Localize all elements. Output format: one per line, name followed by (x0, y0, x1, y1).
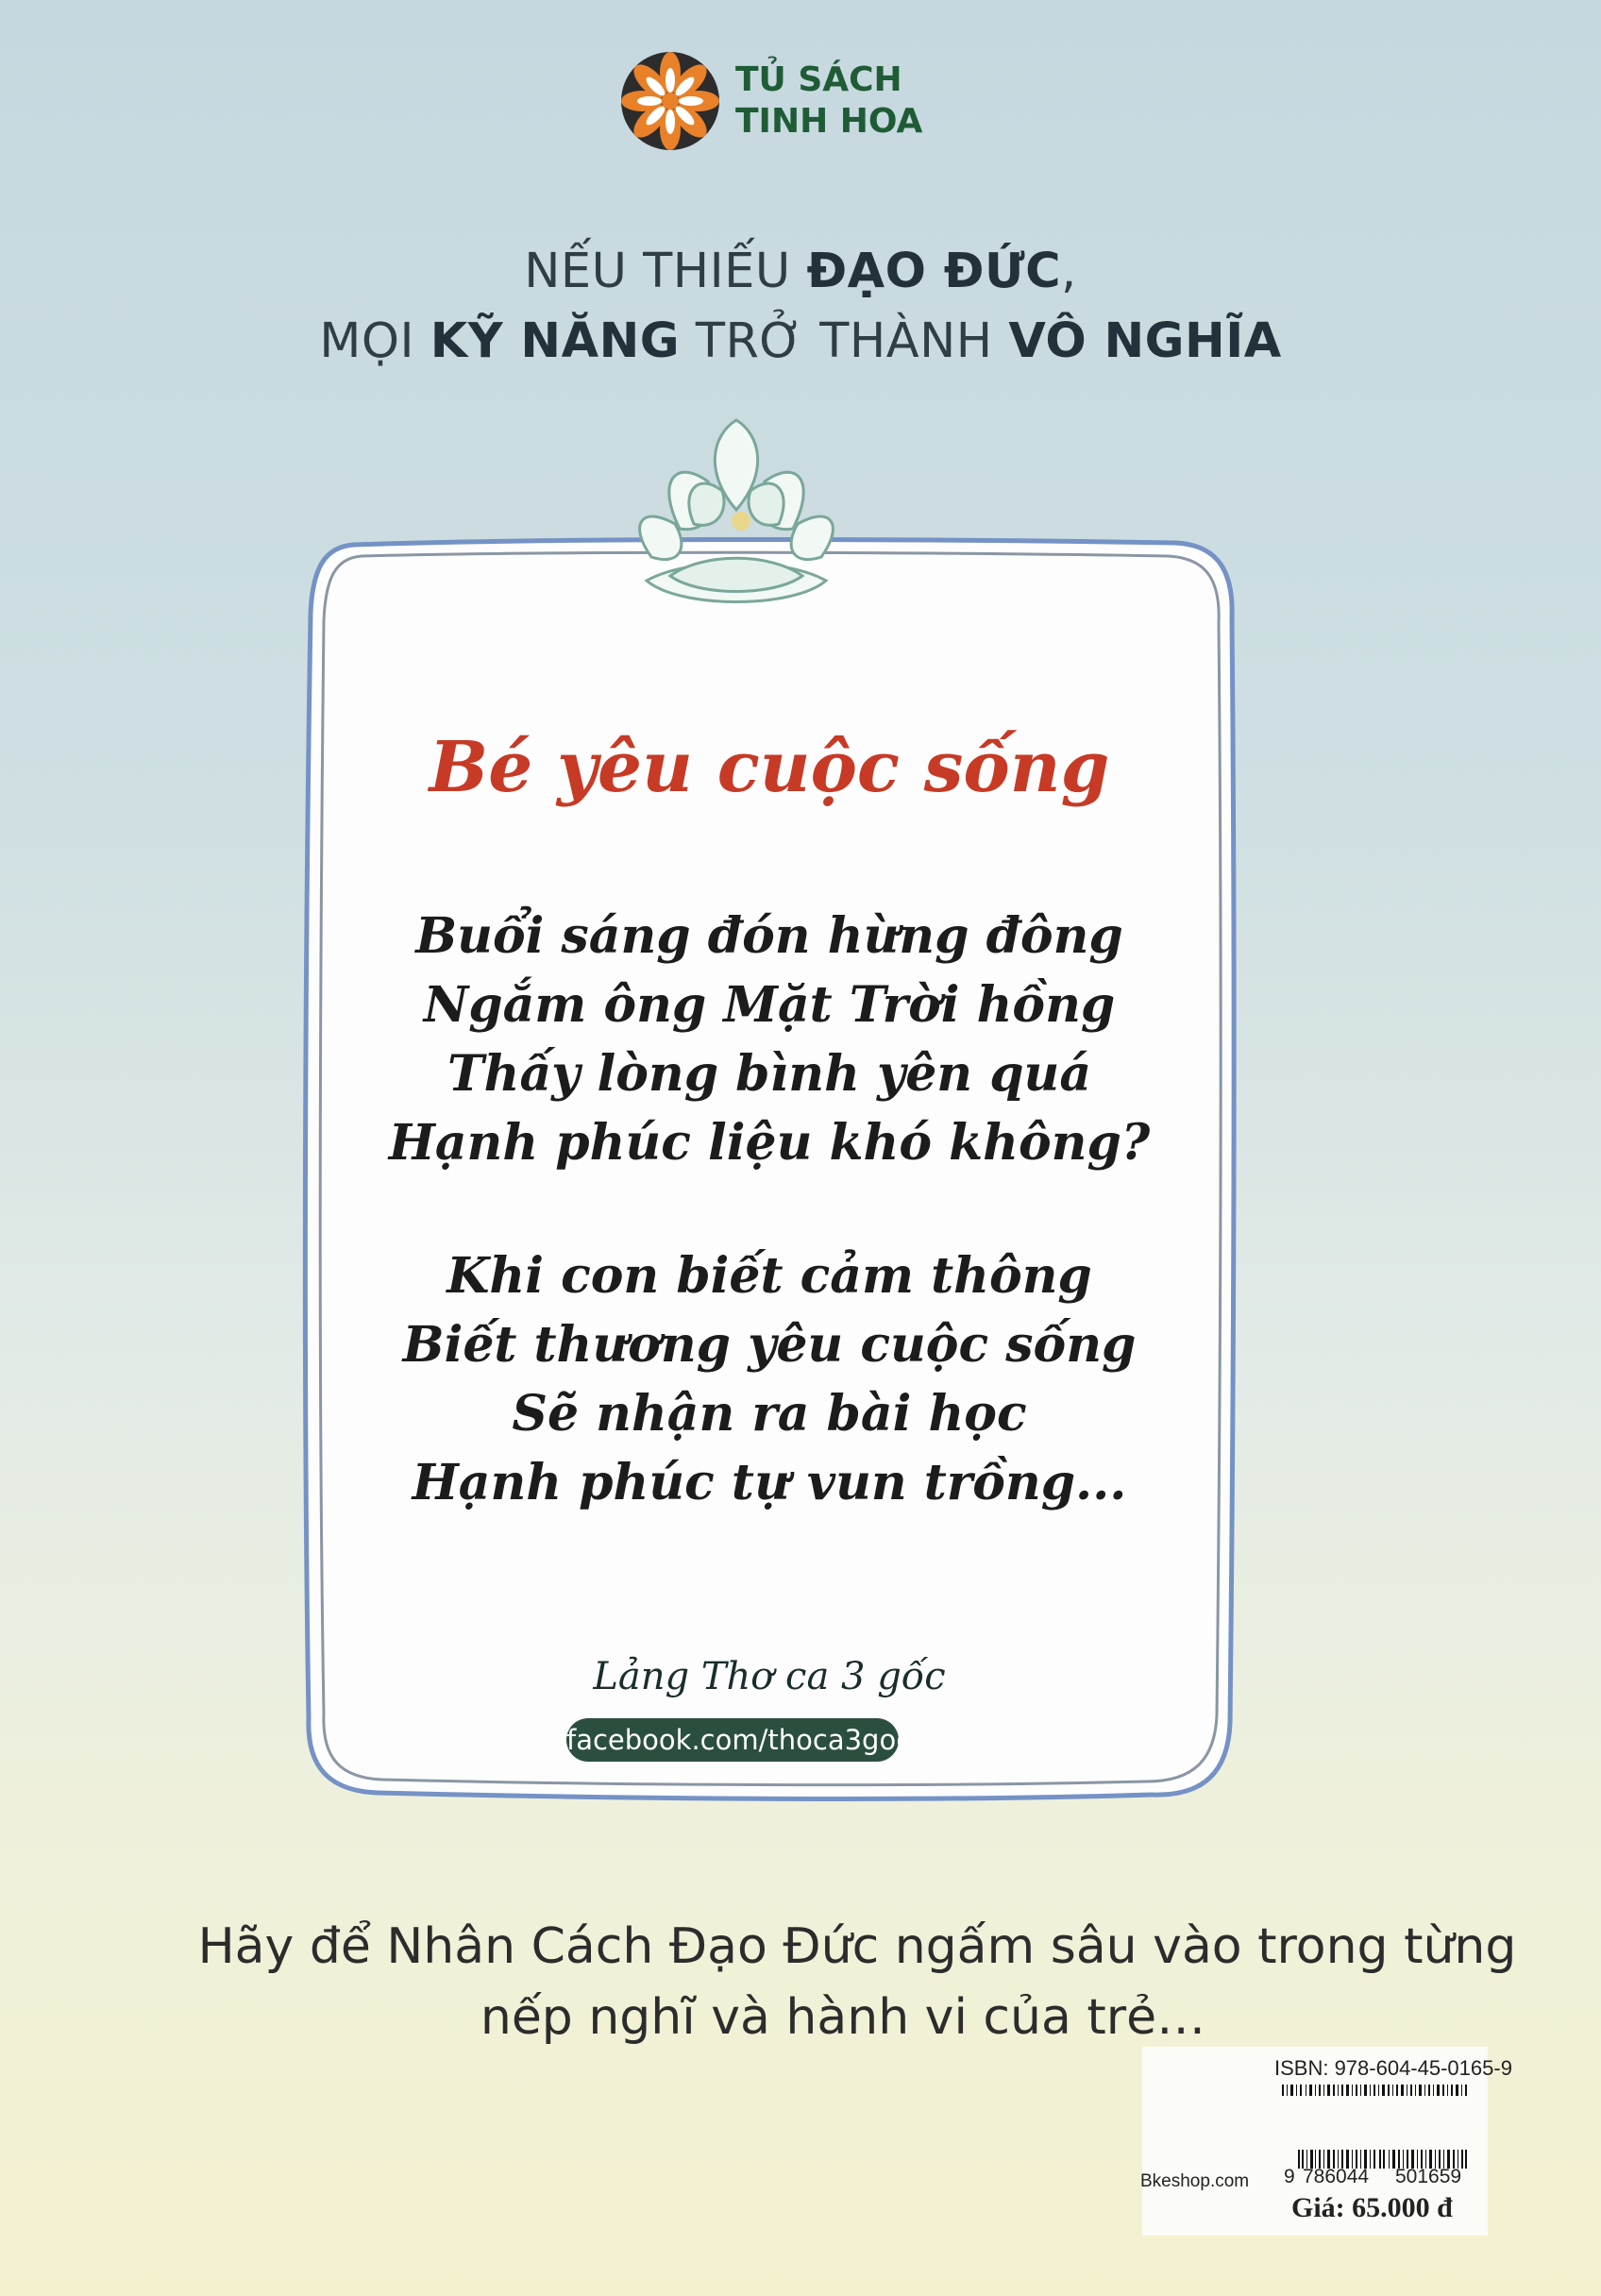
poem-line: Hạnh phúc tự vun trồng... (412, 1454, 1127, 1511)
poem-stanza-1 (297, 902, 1241, 1177)
headline-emphasis: VÔ NGHĨA (1008, 313, 1282, 369)
headline-emphasis: KỸ NĂNG (430, 313, 681, 369)
headline-line1 (0, 244, 1601, 299)
tagline-line2: nếp nghĩ và hành vi của trẻ… (480, 1989, 1206, 2046)
headline-text: MỌI (319, 313, 430, 369)
barcode-digits-left: 786044 (1303, 2166, 1370, 2187)
flower-logo-icon (618, 49, 722, 153)
poem-line: Thấy lòng bình yên quá (447, 1045, 1092, 1103)
seller-label: Bkeshop.com (1140, 2171, 1250, 2191)
poem-line: Buổi sáng đón hừng đông (415, 907, 1123, 965)
headline-text: TRỞ THÀNH (680, 313, 1009, 369)
publisher-name (735, 59, 922, 143)
headline-emphasis: ĐẠO ĐỨC (806, 244, 1062, 299)
facebook-link[interactable]: facebook.com/thoca3goc (566, 1718, 899, 1762)
headline-text: , (1061, 244, 1077, 299)
poem-title: Bé yêu cuộc sống (429, 727, 1110, 808)
publisher-name-line1: TỦ SÁCH (735, 60, 902, 99)
price-label: Giá: 65.000 đ (1291, 2192, 1453, 2223)
poem-line: Hạnh phúc liệu khó không? (388, 1114, 1151, 1172)
barcode-digit-first: 9 (1284, 2166, 1295, 2187)
headline-text: NẾU THIẾU (524, 244, 807, 299)
headline-line2 (0, 313, 1601, 369)
poem-signature: Lảng Thơ ca 3 gốc (593, 1655, 946, 1698)
poem-line: Sẽ nhận ra bài học (512, 1385, 1027, 1443)
isbn-text: ISBN: 978-604-45-0165-9 (1274, 2056, 1512, 2080)
tagline-line1: Hãy để Nhân Cách Đạo Đức ngấm sâu vào trong từng (197, 1918, 1517, 1975)
publisher-name-line2: TINH HOA (735, 102, 923, 141)
poem-line: Biết thương yêu cuộc sống (402, 1316, 1137, 1374)
poem-stanza-2 (297, 1241, 1241, 1517)
isbn-barcode-small (1282, 2085, 1471, 2096)
barcode-digits-right: 501659 (1395, 2166, 1462, 2187)
lotus-icon (623, 415, 850, 618)
poem-line: Ngắm ông Mặt Trời hồng (423, 976, 1116, 1034)
publisher-logo (618, 49, 922, 153)
poem-line: Khi con biết cảm thông (447, 1247, 1092, 1305)
